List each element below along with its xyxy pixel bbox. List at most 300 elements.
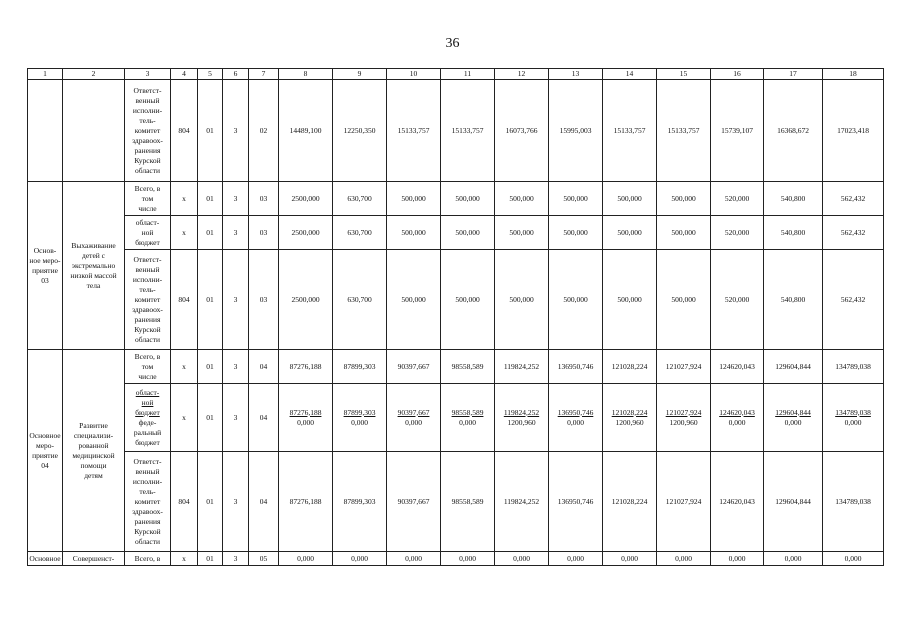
cell-line: 87899,303 xyxy=(343,496,376,506)
code-cell: 01 xyxy=(198,384,223,452)
cell-line: исполни- xyxy=(132,274,163,284)
cell-line: 129604,844 xyxy=(775,407,811,417)
source-cell xyxy=(125,216,171,250)
cell-line: 15133,757 xyxy=(613,125,646,135)
code-cell: 3 xyxy=(223,182,249,216)
column-header: 16 xyxy=(711,69,764,80)
value-cell xyxy=(603,182,657,216)
value-cell xyxy=(387,552,441,566)
cell-line: Курской xyxy=(134,324,161,334)
event-cell xyxy=(28,182,63,350)
cell-line: венный xyxy=(135,264,160,274)
cell-line: 15133,757 xyxy=(397,125,430,135)
cell-line: области xyxy=(134,334,161,344)
cell-line: медицинской xyxy=(72,450,115,460)
cell-line: 136950,746 xyxy=(557,496,594,506)
event-name-cell xyxy=(63,182,125,350)
cell-line: Курской xyxy=(134,526,161,536)
code-cell: 3 xyxy=(223,452,249,552)
value-cell xyxy=(657,182,711,216)
cell-line: 500,000 xyxy=(563,294,588,304)
value-cell xyxy=(823,452,884,552)
cell-line: 2500,000 xyxy=(291,193,320,203)
table-row xyxy=(28,552,884,566)
cell-line: помощи xyxy=(80,460,107,470)
cell-line: 15133,757 xyxy=(667,125,700,135)
value-cell xyxy=(764,250,823,350)
cell-line: том xyxy=(141,193,154,203)
cell-line: 500,000 xyxy=(455,193,480,203)
value-cell xyxy=(441,80,495,182)
table-row xyxy=(28,350,884,384)
cell-line: 630,700 xyxy=(347,227,372,237)
value-cell xyxy=(711,552,764,566)
event-name-cell xyxy=(63,350,125,552)
cell-line: 500,000 xyxy=(509,294,534,304)
cell-line: Ответст- xyxy=(133,254,162,264)
table-row xyxy=(28,80,884,182)
code-cell: 03 xyxy=(249,250,279,350)
cell-line: 12250,350 xyxy=(343,125,376,135)
value-cell xyxy=(333,452,387,552)
value-cell xyxy=(333,182,387,216)
cell-line: Всего, в xyxy=(134,553,161,563)
value-cell xyxy=(441,182,495,216)
value-cell xyxy=(711,80,764,182)
cell-line: тела xyxy=(86,280,101,290)
cell-line: 0,000 xyxy=(297,417,314,427)
cell-line: 134789,038 xyxy=(835,361,871,371)
cell-line: ной xyxy=(141,227,154,237)
column-header: 2 xyxy=(63,69,125,80)
cell-line: 0,000 xyxy=(405,553,422,563)
cell-line: 500,000 xyxy=(671,294,696,304)
value-cell xyxy=(603,216,657,250)
value-cell xyxy=(711,350,764,384)
value-cell xyxy=(549,250,603,350)
code-cell: х xyxy=(171,552,198,566)
value-cell xyxy=(603,552,657,566)
cell-line: ранения xyxy=(134,516,161,526)
column-header: 8 xyxy=(279,69,333,80)
cell-line: 14489,100 xyxy=(289,125,322,135)
value-cell xyxy=(823,182,884,216)
code-cell: 3 xyxy=(223,216,249,250)
cell-line: 134789,038 xyxy=(835,496,871,506)
cell-line: 500,000 xyxy=(563,193,588,203)
cell-line: венный xyxy=(135,95,160,105)
value-cell xyxy=(711,182,764,216)
value-cell xyxy=(764,216,823,250)
cell-line: 90397,667 xyxy=(397,361,430,371)
source-cell xyxy=(125,552,171,566)
table-row xyxy=(28,250,884,350)
code-cell: 804 xyxy=(171,80,198,182)
cell-line: 0,000 xyxy=(728,417,746,427)
cell-line: 500,000 xyxy=(509,193,534,203)
cell-line: бюджет xyxy=(135,237,160,247)
table-row xyxy=(28,216,884,250)
cell-line: Курской xyxy=(134,155,161,165)
value-cell xyxy=(549,384,603,452)
cell-line: 17023,418 xyxy=(837,125,869,135)
cell-line: 0,000 xyxy=(351,417,368,427)
cell-line: 15133,757 xyxy=(451,125,484,135)
cell-line: 1200,960 xyxy=(669,417,698,427)
value-cell xyxy=(603,350,657,384)
cell-line: 0,000 xyxy=(513,553,530,563)
value-cell xyxy=(764,384,823,452)
cell-line: 0,000 xyxy=(567,417,584,427)
value-cell xyxy=(603,250,657,350)
value-cell xyxy=(711,250,764,350)
code-cell: 04 xyxy=(249,452,279,552)
event-cell xyxy=(28,80,63,182)
cell-line: 0,000 xyxy=(621,553,638,563)
value-cell xyxy=(711,216,764,250)
cell-line: 129604,844 xyxy=(775,361,811,371)
budget-table xyxy=(27,68,884,566)
value-cell xyxy=(495,182,549,216)
cell-line: том xyxy=(141,361,154,371)
event-name-cell xyxy=(63,80,125,182)
cell-line: 500,000 xyxy=(455,227,480,237)
cell-line: 500,000 xyxy=(617,193,642,203)
value-cell xyxy=(764,452,823,552)
value-cell xyxy=(387,250,441,350)
code-cell: 04 xyxy=(249,384,279,452)
value-cell xyxy=(279,182,333,216)
value-cell xyxy=(441,552,495,566)
column-header: 7 xyxy=(249,69,279,80)
cell-line: ральный xyxy=(133,427,162,437)
value-cell xyxy=(657,216,711,250)
cell-line: области xyxy=(134,536,161,546)
value-cell xyxy=(495,80,549,182)
value-cell xyxy=(549,350,603,384)
value-cell xyxy=(657,80,711,182)
value-cell xyxy=(279,384,333,452)
code-cell: 01 xyxy=(198,250,223,350)
table-row xyxy=(28,384,884,452)
cell-line: 520,000 xyxy=(724,227,750,237)
cell-line: 500,000 xyxy=(671,193,696,203)
column-header: 12 xyxy=(495,69,549,80)
cell-line: 0,000 xyxy=(728,553,746,563)
cell-line: экстремально xyxy=(71,260,116,270)
cell-line: здравоох- xyxy=(132,135,163,145)
cell-line: Ответст- xyxy=(133,85,162,95)
cell-line: 520,000 xyxy=(724,193,750,203)
cell-line: Выхаживание xyxy=(71,240,116,250)
cell-line: 119824,252 xyxy=(503,496,540,506)
value-cell xyxy=(764,80,823,182)
cell-line: 540,800 xyxy=(780,227,806,237)
cell-line: области xyxy=(134,165,161,175)
value-cell xyxy=(549,552,603,566)
cell-line: 129604,844 xyxy=(775,496,811,506)
value-cell xyxy=(333,216,387,250)
code-cell: 03 xyxy=(249,182,279,216)
source-cell xyxy=(125,182,171,216)
cell-line: 124620,043 xyxy=(719,407,755,417)
cell-line: 119824,252 xyxy=(503,407,540,417)
value-cell xyxy=(279,552,333,566)
cell-line: 0,000 xyxy=(351,553,368,563)
cell-line: 1200,960 xyxy=(615,417,644,427)
value-cell xyxy=(823,552,884,566)
cell-line: детей с xyxy=(82,250,105,260)
event-cell xyxy=(28,350,63,552)
value-cell xyxy=(279,250,333,350)
value-cell xyxy=(441,250,495,350)
cell-line: тель- xyxy=(139,284,156,294)
cell-line: приятие xyxy=(32,265,58,275)
cell-line: 630,700 xyxy=(347,294,372,304)
value-cell xyxy=(657,350,711,384)
cell-line: 500,000 xyxy=(401,294,426,304)
cell-line: 98558,589 xyxy=(451,361,484,371)
value-cell xyxy=(657,384,711,452)
value-cell xyxy=(333,350,387,384)
value-cell xyxy=(764,182,823,216)
cell-line: Всего, в xyxy=(134,351,161,361)
cell-line: венный xyxy=(135,466,160,476)
cell-line: бюджет xyxy=(135,437,160,447)
cell-line: 16368,672 xyxy=(777,125,809,135)
value-cell xyxy=(603,384,657,452)
source-cell xyxy=(125,350,171,384)
value-cell xyxy=(657,552,711,566)
value-cell xyxy=(549,182,603,216)
cell-line: исполни- xyxy=(132,105,163,115)
value-cell xyxy=(549,452,603,552)
column-header: 1 xyxy=(28,69,63,80)
source-cell xyxy=(125,250,171,350)
cell-line: 98558,589 xyxy=(451,407,484,417)
cell-line: Основное xyxy=(29,430,61,440)
cell-line: 520,000 xyxy=(724,294,750,304)
cell-line: 136950,746 xyxy=(557,407,594,417)
code-cell: 3 xyxy=(223,250,249,350)
code-cell: 02 xyxy=(249,80,279,182)
cell-line: 03 xyxy=(41,275,49,285)
value-cell xyxy=(657,452,711,552)
header-row xyxy=(28,69,884,80)
table-row xyxy=(28,182,884,216)
source-cell xyxy=(125,452,171,552)
cell-line: 540,800 xyxy=(780,193,806,203)
value-cell xyxy=(279,80,333,182)
cell-line: Всего, в xyxy=(134,183,161,193)
value-cell xyxy=(279,452,333,552)
value-cell xyxy=(764,552,823,566)
code-cell: х xyxy=(171,182,198,216)
cell-line: 0,000 xyxy=(459,553,476,563)
cell-line: 562,432 xyxy=(840,193,866,203)
value-cell xyxy=(603,80,657,182)
value-cell xyxy=(387,216,441,250)
value-cell xyxy=(441,384,495,452)
column-header: 9 xyxy=(333,69,387,80)
cell-line: 90397,667 xyxy=(397,496,430,506)
cell-line: 0,000 xyxy=(844,417,862,427)
value-cell xyxy=(495,452,549,552)
cell-line: низкой массой xyxy=(70,270,117,280)
column-header: 15 xyxy=(657,69,711,80)
value-cell xyxy=(441,350,495,384)
cell-line: 121027,924 xyxy=(665,407,702,417)
cell-line: 2500,000 xyxy=(291,227,320,237)
column-header: 13 xyxy=(549,69,603,80)
cell-line: 0,000 xyxy=(459,417,476,427)
cell-line: 87276,188 xyxy=(289,361,322,371)
value-cell xyxy=(823,80,884,182)
cell-line: Совершенст- xyxy=(72,553,115,563)
value-cell xyxy=(711,384,764,452)
code-cell: 01 xyxy=(198,350,223,384)
cell-line: 540,800 xyxy=(780,294,806,304)
table-body xyxy=(28,80,884,566)
cell-line: рованной xyxy=(78,440,109,450)
cell-line: специализи- xyxy=(73,430,114,440)
cell-line: 134789,038 xyxy=(835,407,871,417)
event-cell xyxy=(28,552,63,566)
value-cell xyxy=(333,384,387,452)
cell-line: числе xyxy=(138,203,157,213)
cell-line: ранения xyxy=(134,145,161,155)
column-header: 6 xyxy=(223,69,249,80)
source-cell xyxy=(125,80,171,182)
cell-line: 500,000 xyxy=(509,227,534,237)
cell-line: здравоох- xyxy=(132,304,163,314)
value-cell xyxy=(495,250,549,350)
cell-line: 124620,043 xyxy=(719,361,755,371)
cell-line: 98558,589 xyxy=(451,496,484,506)
code-cell: 03 xyxy=(249,216,279,250)
column-header: 4 xyxy=(171,69,198,80)
cell-line: 562,432 xyxy=(840,227,866,237)
value-cell xyxy=(387,182,441,216)
code-cell: 01 xyxy=(198,216,223,250)
column-header: 10 xyxy=(387,69,441,80)
cell-line: бюджет xyxy=(135,407,160,417)
cell-line: 90397,667 xyxy=(397,407,430,417)
code-cell: х xyxy=(171,350,198,384)
code-cell: 804 xyxy=(171,250,198,350)
event-name-cell xyxy=(63,552,125,566)
code-cell: 01 xyxy=(198,552,223,566)
cell-line: 0,000 xyxy=(405,417,422,427)
cell-line: Развитие xyxy=(79,420,108,430)
cell-line: 500,000 xyxy=(617,227,642,237)
code-cell: 3 xyxy=(223,384,249,452)
cell-line: 0,000 xyxy=(567,553,584,563)
cell-line: 15739,107 xyxy=(721,125,753,135)
column-header: 18 xyxy=(823,69,884,80)
value-cell xyxy=(823,216,884,250)
source-cell xyxy=(125,384,171,452)
code-cell: 01 xyxy=(198,452,223,552)
cell-line: 500,000 xyxy=(617,294,642,304)
code-cell: 3 xyxy=(223,552,249,566)
cell-line: меро- xyxy=(35,440,55,450)
code-cell: 804 xyxy=(171,452,198,552)
cell-line: област- xyxy=(135,387,160,397)
value-cell xyxy=(495,384,549,452)
cell-line: 0,000 xyxy=(784,417,802,427)
cell-line: Ответст- xyxy=(133,456,162,466)
cell-line: 0,000 xyxy=(297,553,314,563)
value-cell xyxy=(387,350,441,384)
value-cell xyxy=(333,552,387,566)
cell-line: комитет xyxy=(134,294,161,304)
cell-line: 500,000 xyxy=(455,294,480,304)
cell-line: ное меро- xyxy=(29,255,61,265)
table-row xyxy=(28,452,884,552)
cell-line: ной xyxy=(141,397,154,407)
code-cell: 05 xyxy=(249,552,279,566)
cell-line: 500,000 xyxy=(401,193,426,203)
cell-line: 04 xyxy=(41,460,49,470)
value-cell xyxy=(441,452,495,552)
code-cell: 04 xyxy=(249,350,279,384)
value-cell xyxy=(279,216,333,250)
cell-line: 630,700 xyxy=(347,193,372,203)
cell-line: 16073,766 xyxy=(505,125,538,135)
value-cell xyxy=(387,452,441,552)
cell-line: тель- xyxy=(139,486,156,496)
column-header: 5 xyxy=(198,69,223,80)
value-cell xyxy=(711,452,764,552)
cell-line: числе xyxy=(138,371,157,381)
cell-line: 121028,224 xyxy=(611,361,648,371)
cell-line: 121028,224 xyxy=(611,407,648,417)
cell-line: 562,432 xyxy=(840,294,866,304)
cell-line: 1200,960 xyxy=(507,417,536,427)
value-cell xyxy=(495,552,549,566)
cell-line: 0,000 xyxy=(784,553,802,563)
cell-line: комитет xyxy=(134,125,161,135)
value-cell xyxy=(764,350,823,384)
cell-line: 136950,746 xyxy=(557,361,594,371)
cell-line: 87276,188 xyxy=(289,407,322,417)
cell-line: комитет xyxy=(134,496,161,506)
column-header: 11 xyxy=(441,69,495,80)
cell-line: 500,000 xyxy=(401,227,426,237)
cell-line: приятие xyxy=(32,450,58,460)
cell-line: ранения xyxy=(134,314,161,324)
cell-line: детям xyxy=(84,470,103,480)
cell-line: 121028,224 xyxy=(611,496,648,506)
value-cell xyxy=(495,350,549,384)
value-cell xyxy=(387,384,441,452)
value-cell xyxy=(279,350,333,384)
value-cell xyxy=(333,250,387,350)
value-cell xyxy=(549,80,603,182)
value-cell xyxy=(823,350,884,384)
column-header: 3 xyxy=(125,69,171,80)
cell-line: 87899,303 xyxy=(343,361,376,371)
cell-line: тель- xyxy=(139,115,156,125)
cell-line: 124620,043 xyxy=(719,496,755,506)
cell-line: 121027,924 xyxy=(665,496,702,506)
column-header: 14 xyxy=(603,69,657,80)
cell-line: 2500,000 xyxy=(291,294,320,304)
code-cell: 3 xyxy=(223,80,249,182)
value-cell xyxy=(333,80,387,182)
cell-line: 0,000 xyxy=(844,553,862,563)
